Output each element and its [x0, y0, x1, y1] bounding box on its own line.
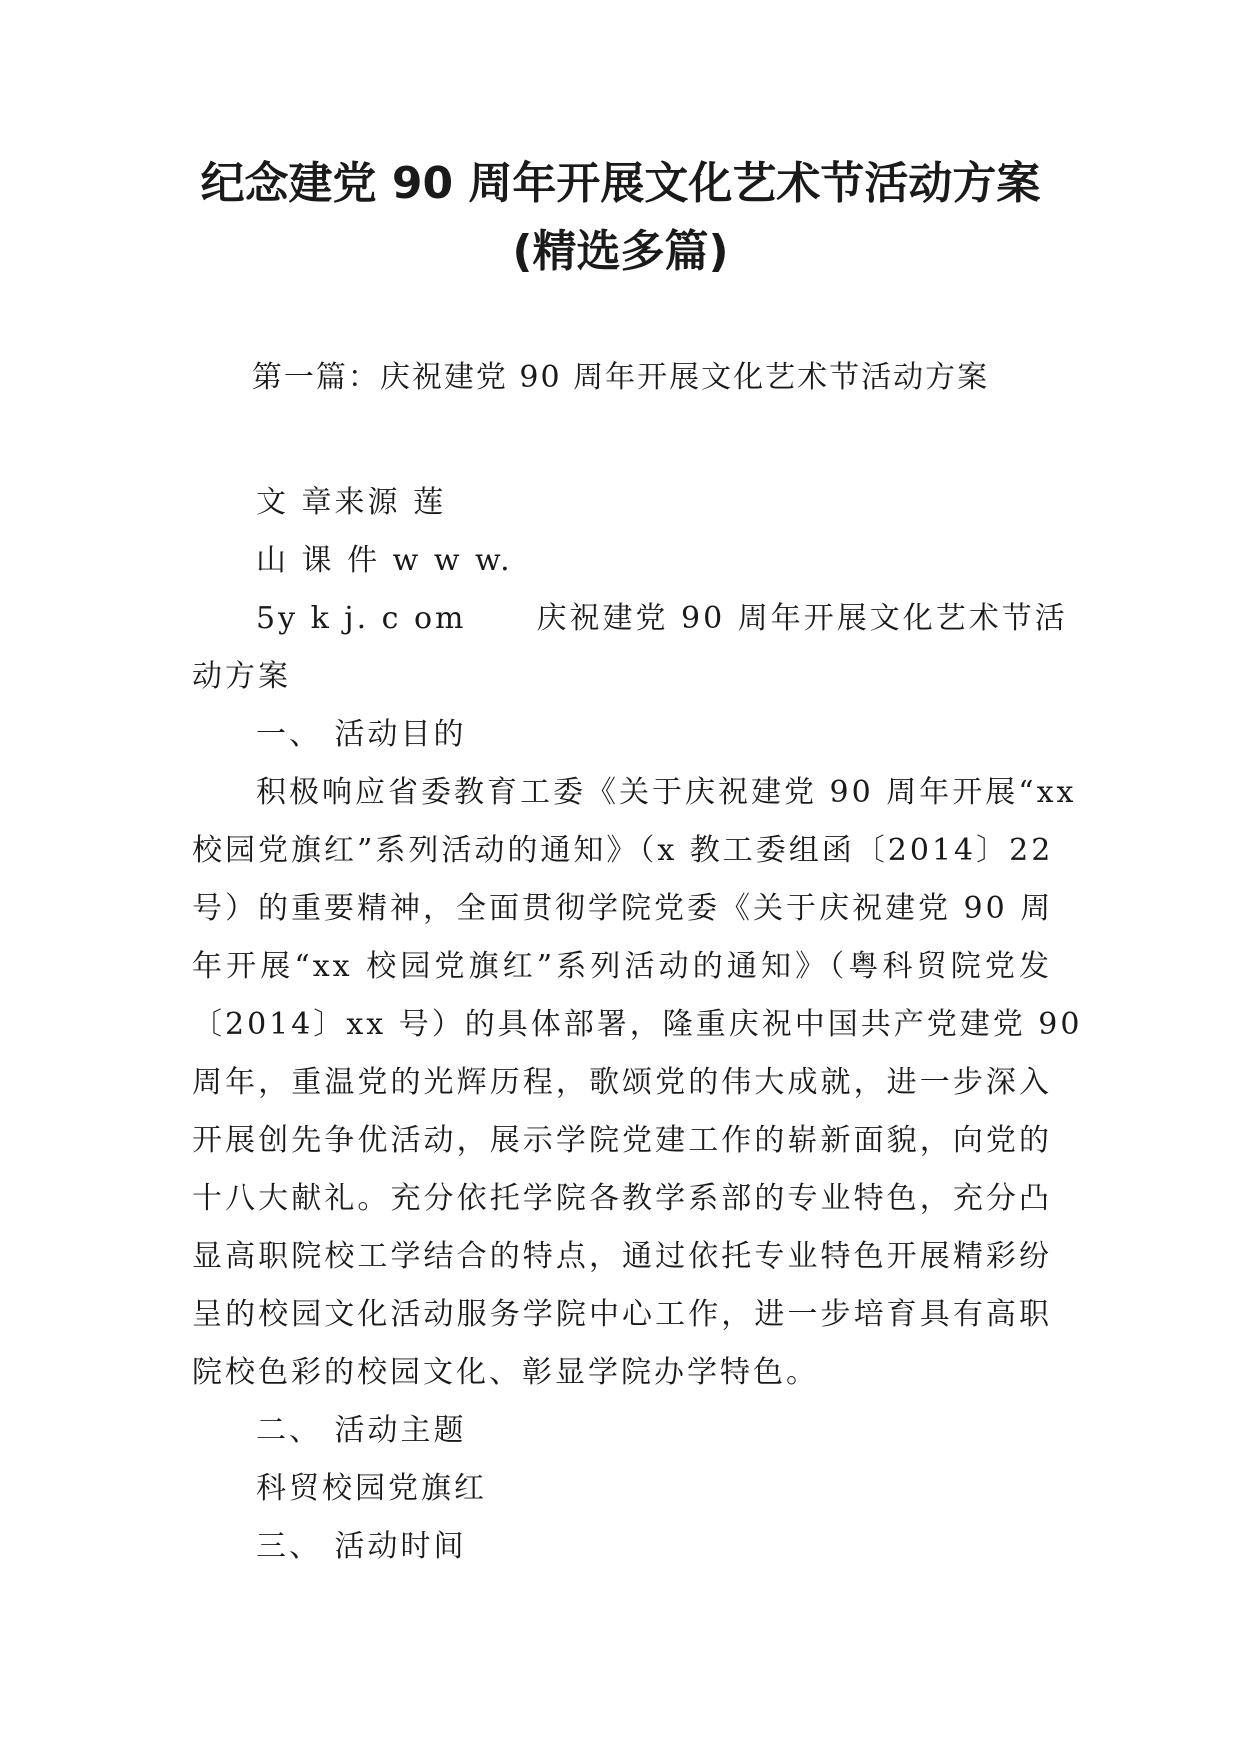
title-line-2: (精选多篇) — [512, 226, 729, 277]
para-1-line: 号）的重要精神，全面贯彻学院党委《关于庆祝建党 90 周 — [192, 891, 1054, 926]
section-3-heading: 三、 活动时间 — [256, 1529, 467, 1564]
source-line-3b: 庆祝建党 90 周年开展文化艺术节活 — [536, 601, 1068, 636]
section-2-text: 科贸校园党旗红 — [256, 1471, 487, 1506]
source-line-3 — [192, 590, 1068, 648]
section-subtitle: 第一篇：庆祝建党 90 周年开展文化艺术节活动方案 — [251, 360, 990, 395]
document-title — [150, 150, 1091, 286]
para-1-line: 显高职院校工学结合的特点，通过依托专业特色开展精彩纷 — [192, 1239, 1052, 1274]
para-1-line: 十八大献礼。充分依托学院各教学系部的专业特色，充分凸 — [192, 1181, 1052, 1216]
para-1-line: 校园党旗红”系列活动的通知》（x 教工委组函〔2014〕22 — [192, 833, 1054, 868]
para-1-line: 积极响应省委教育工委《关于庆祝建党 90 周年开展“xx — [256, 775, 1077, 810]
para-1-line: 周年，重温党的光辉历程，歌颂党的伟大成就，进一步深入 — [192, 1065, 1052, 1100]
source-line-4: 动方案 — [192, 659, 291, 694]
para-1-line: 呈的校园文化活动服务学院中心工作，进一步培育具有高职 — [192, 1297, 1052, 1332]
title-line-1: 纪念建党 90 周年开展文化艺术节活动方案 — [200, 158, 1041, 209]
document-body — [192, 474, 1083, 1576]
para-1-line: 〔2014〕xx 号）的具体部署，隆重庆祝中国共产党建党 90 — [192, 1007, 1083, 1042]
para-1-line: 年开展“xx 校园党旗红”系列活动的通知》（粤科贸院党发 — [192, 949, 1052, 984]
section-2-heading: 二、 活动主题 — [256, 1413, 467, 1448]
section-1-heading: 一、 活动目的 — [256, 717, 467, 752]
source-line-2: 山 课 件 w w w. — [256, 543, 513, 578]
para-1-line: 院校色彩的校园文化、彰显学院办学特色。 — [192, 1355, 819, 1390]
source-line-3a: 5y k j. c om — [256, 601, 467, 636]
para-1-line: 开展创先争优活动，展示学院党建工作的崭新面貌，向党的 — [192, 1123, 1052, 1158]
source-line-1: 文 章来源 莲 — [256, 485, 447, 520]
